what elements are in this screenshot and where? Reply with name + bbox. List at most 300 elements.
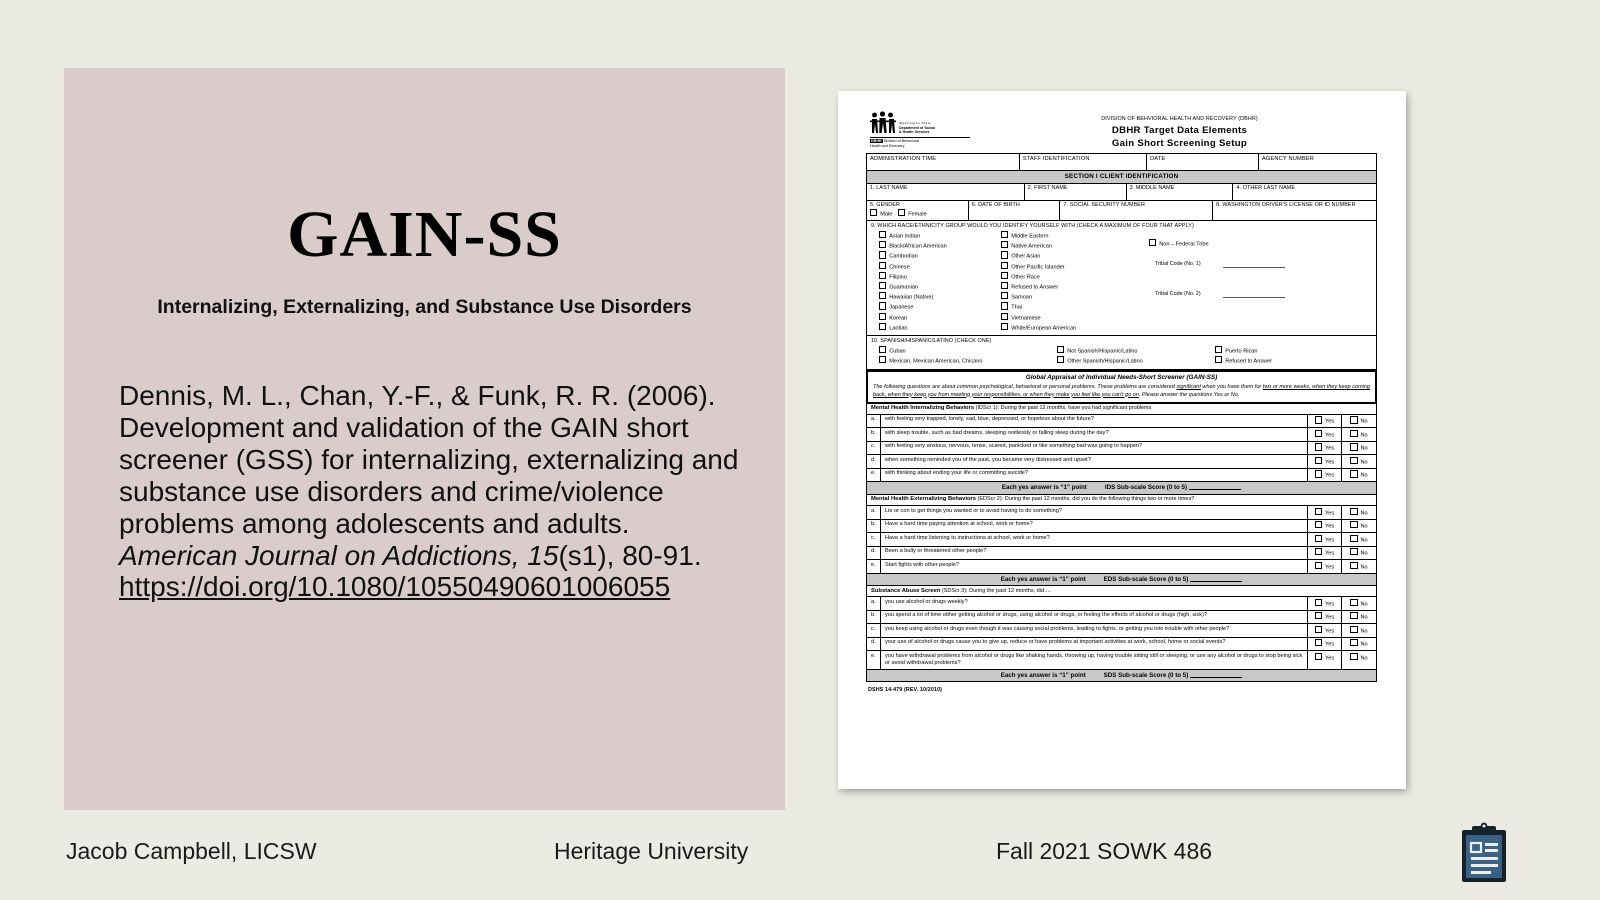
checkbox-white-european-american[interactable] <box>1001 323 1008 330</box>
sds-score-label: SDS Sub-scale Score (0 to 5) <box>1103 671 1189 679</box>
sds-header-rest: (SDScr 3): During the past 12 months, did…. <box>940 587 1052 594</box>
checkbox-filipino[interactable] <box>879 272 886 279</box>
yes-label: Yes <box>1325 564 1335 571</box>
checkbox-yes[interactable] <box>1315 548 1322 555</box>
row-letter: e. <box>867 651 881 669</box>
race-label: Laotian <box>889 325 908 332</box>
checkbox-no[interactable] <box>1350 535 1357 542</box>
answer-no-cell[interactable] <box>1342 442 1376 455</box>
table-row <box>866 547 1377 561</box>
eds-score-label: EDS Sub-scale Score (0 to 5) <box>1103 575 1189 583</box>
yes-label: Yes <box>1325 510 1335 517</box>
table-row <box>866 611 1377 625</box>
hispanic-option[interactable] <box>1215 356 1372 366</box>
checkbox-mexican[interactable] <box>879 356 886 363</box>
checkbox-no[interactable] <box>1350 508 1357 515</box>
answer-no-cell[interactable] <box>1342 547 1376 560</box>
field-drivers-license[interactable]: 8. WASHINGTON DRIVER'S LICENSE OR ID NUMBER <box>1216 202 1356 209</box>
answer-no-cell[interactable] <box>1342 469 1376 482</box>
race-option[interactable] <box>879 251 1001 261</box>
no-label: No <box>1360 655 1368 662</box>
answer-no-cell[interactable] <box>1342 455 1376 468</box>
answer-yes-cell[interactable] <box>1308 560 1342 573</box>
gain-instructions-emphasis-2: two or more weeks, when they keep coming back, when they keep you from meeting your responsibilities, or when they make you feel like you can't go on <box>873 384 1370 398</box>
sds-header-bold: Substance Abuse Screen <box>871 587 941 594</box>
answer-yes-cell[interactable] <box>1308 597 1342 610</box>
table-row <box>866 560 1377 574</box>
row-question: with thinking about ending your life or committing suicide? <box>881 469 1308 482</box>
ids-score-instruction: Each yes answer is “1” point <box>1001 484 1087 492</box>
logo-badge: DBHR <box>871 139 882 143</box>
checkbox-yes[interactable] <box>1315 508 1322 515</box>
checkbox-yes[interactable] <box>1315 470 1322 477</box>
race-label: Hawaiian (Native) <box>889 294 934 301</box>
checkbox-no[interactable] <box>1350 443 1357 450</box>
answer-no-cell[interactable] <box>1342 611 1376 624</box>
race-option[interactable] <box>879 323 1001 333</box>
checkbox-yes[interactable] <box>1315 416 1322 423</box>
hispanic-label: Not Spanish/Hispanic/Latino <box>1067 348 1138 355</box>
sds-score-input[interactable] <box>1190 676 1242 678</box>
sds-score-instruction: Each yes answer is “1” point <box>1000 671 1086 679</box>
row-question: with feeling very trapped, lonely, sad, blue, depressed, or hopeless about the future? <box>881 415 1308 428</box>
checkbox-hispanic-refused[interactable] <box>1215 356 1222 363</box>
checkbox-no[interactable] <box>1350 521 1357 528</box>
race-label: Thai <box>1011 305 1023 312</box>
field-staff-identification[interactable]: STAFF IDENTIFICATION <box>1020 154 1147 170</box>
checkbox-yes[interactable] <box>1315 443 1322 450</box>
checkbox-native-american[interactable] <box>1001 241 1008 248</box>
logo-line-4: Division of Behavioral <box>883 139 920 143</box>
race-label: Samoan <box>1011 294 1033 301</box>
row-letter: c. <box>867 533 881 546</box>
race-label: Other Pacific Islander <box>1011 264 1065 271</box>
ids-header-bold: Mental Health Internalizing Behaviors <box>871 405 975 412</box>
checkbox-korean[interactable] <box>879 313 886 320</box>
checkbox-cambodian[interactable] <box>879 251 886 258</box>
yes-label: Yes <box>1325 446 1335 453</box>
answer-yes-cell[interactable] <box>1308 455 1342 468</box>
logo-line-3: & Health Services <box>899 130 930 135</box>
field-gender[interactable] <box>867 201 969 221</box>
checkbox-other-race[interactable] <box>1001 272 1008 279</box>
yes-label: Yes <box>1325 432 1335 439</box>
checkbox-refused-to-answer[interactable] <box>1001 282 1008 289</box>
race-label: Other Race <box>1011 274 1040 281</box>
logo-line-5: Health and Recovery <box>870 143 905 148</box>
table-row <box>866 455 1377 469</box>
demographic-field-row <box>866 201 1377 222</box>
race-option[interactable] <box>1001 302 1141 312</box>
race-label: Black/African American <box>889 243 947 250</box>
yes-label: Yes <box>1325 655 1335 662</box>
row-question: you have withdrawal problems from alcohol or drugs like shaking hands, throwing up, having trouble sitting still or sleeping, or use any alcohol or drugs to stop being sick or avoid withdrawal problems? <box>881 651 1308 669</box>
no-label: No <box>1360 419 1368 426</box>
answer-yes-cell[interactable] <box>1308 520 1342 533</box>
answer-no-cell[interactable] <box>1342 506 1376 519</box>
no-label: No <box>1360 601 1368 608</box>
row-question: with feeling very anxious, nervous, tense, scared, panicked or like something bad was going to happen? <box>881 442 1308 455</box>
checkbox-yes[interactable] <box>1315 612 1322 619</box>
checkbox-no[interactable] <box>1350 653 1357 660</box>
footer-author: Jacob Campbell, LICSW <box>66 838 317 864</box>
row-letter: e. <box>867 560 881 573</box>
checkbox-yes[interactable] <box>1315 626 1322 633</box>
hispanic-option[interactable] <box>879 356 1057 366</box>
yes-label: Yes <box>1325 523 1335 530</box>
race-label: Korean <box>889 315 908 322</box>
sds-score-bar <box>866 670 1377 683</box>
field-middle-name[interactable]: 3. MIDDLE NAME <box>1127 184 1234 200</box>
checkbox-yes[interactable] <box>1315 562 1322 569</box>
checkbox-vietnamese[interactable] <box>1001 313 1008 320</box>
answer-yes-cell[interactable] <box>1308 533 1342 546</box>
checkbox-no[interactable] <box>1350 599 1357 606</box>
race-option[interactable] <box>879 262 1001 272</box>
answer-yes-cell[interactable] <box>1308 469 1342 482</box>
answer-no-cell[interactable] <box>1342 520 1376 533</box>
row-letter: a. <box>867 506 881 519</box>
answer-yes-cell[interactable] <box>1308 611 1342 624</box>
checkbox-yes[interactable] <box>1315 521 1322 528</box>
field-ssn[interactable]: 7. SOCIAL SECURITY NUMBER <box>1060 201 1213 221</box>
race-option[interactable] <box>879 302 1001 312</box>
race-option[interactable] <box>1001 313 1141 323</box>
form-title-block <box>982 111 1377 150</box>
race-option[interactable] <box>1001 231 1141 241</box>
checkbox-gender-male[interactable] <box>870 209 877 216</box>
checkbox-yes[interactable] <box>1315 430 1322 437</box>
race-option[interactable] <box>1001 251 1141 261</box>
checkbox-yes[interactable] <box>1315 599 1322 606</box>
citation-journal: American Journal on Addictions, 15 <box>119 539 559 571</box>
checkbox-no[interactable] <box>1350 612 1357 619</box>
gain-ss-instructions <box>873 384 1370 399</box>
eds-score-input[interactable] <box>1190 580 1242 582</box>
race-option[interactable] <box>879 292 1001 302</box>
hispanic-label: Mexican, Mexican American, Chicano <box>889 358 983 365</box>
no-label: No <box>1360 564 1368 571</box>
checkbox-guamanian[interactable] <box>879 282 886 289</box>
field-date-of-birth[interactable]: 6. DATE OF BIRTH <box>969 201 1061 221</box>
checkbox-samoan[interactable] <box>1001 292 1008 299</box>
gender-label: 5. GENDER <box>870 202 900 209</box>
answer-no-cell[interactable] <box>1342 560 1376 573</box>
eds-section-header <box>866 495 1377 506</box>
table-row <box>866 442 1377 456</box>
row-question: you keep using alcohol or drugs even though it was causing social problems, leading to fights, or getting you into trouble with other people? <box>881 624 1308 637</box>
checkbox-no[interactable] <box>1350 416 1357 423</box>
answer-yes-cell[interactable] <box>1308 651 1342 669</box>
answer-no-cell[interactable] <box>1342 533 1376 546</box>
race-option[interactable] <box>879 313 1001 323</box>
answer-yes-cell[interactable] <box>1308 415 1342 428</box>
no-label: No <box>1360 550 1368 557</box>
gain-instructions-part-2: when you have them for <box>1200 384 1263 391</box>
race-option[interactable] <box>879 272 1001 282</box>
checkbox-yes[interactable] <box>1315 639 1322 646</box>
dshs-logo-mark <box>870 111 896 135</box>
non-federal-tribe-label: Non – Federal Tribe <box>1159 241 1209 248</box>
race-prompt: 9. WHICH RACE/ETHNICITY GROUP WOULD YOU IDENTIFY YOURSELF WITH (CHECK A MAXIMUM OF FOUR THAT APPLY) <box>871 223 1194 230</box>
no-label: No <box>1360 614 1368 621</box>
row-question: you spend a lot of time either getting alcohol or drugs, using alcohol or drugs, or feeling the effects of alcohol or drugs (high, sick)? <box>881 611 1308 624</box>
logo-line-2: Department of Social <box>899 125 935 130</box>
no-label: No <box>1360 628 1368 635</box>
row-question: Been a bully or threatened other people? <box>881 547 1308 560</box>
eds-header-bold: Mental Health Externalizing Behaviors <box>871 496 977 503</box>
ids-section-header <box>866 404 1377 415</box>
gain-instructions-part-1: The following questions are about common psychological, behavioral or personal problems. These problems are considered <box>873 384 1177 391</box>
ids-header-rest: (IDScr 1): During the past 12 months, have you had significant problems <box>974 405 1152 412</box>
checkbox-puerto-rican[interactable] <box>1215 346 1222 353</box>
gain-ss-intro-box <box>866 370 1377 404</box>
yes-label: Yes <box>1325 628 1335 635</box>
answer-yes-cell[interactable] <box>1308 506 1342 519</box>
race-label: Cambodian <box>889 254 918 261</box>
citation-block <box>119 380 744 603</box>
race-option[interactable] <box>879 241 1001 251</box>
row-letter: b. <box>867 428 881 441</box>
hispanic-option[interactable] <box>1215 346 1372 356</box>
row-question: Lie or con to get things you wanted or to avoid having to do something? <box>881 506 1308 519</box>
race-label: White/European American <box>1011 325 1077 332</box>
checkbox-no[interactable] <box>1350 548 1357 555</box>
row-letter: c. <box>867 624 881 637</box>
checkbox-japanese[interactable] <box>879 302 886 309</box>
hispanic-option[interactable] <box>1057 356 1215 366</box>
form-sub-title: Gain Short Screening Setup <box>1111 138 1248 150</box>
page-title: GAIN-SS <box>287 198 562 271</box>
answer-no-cell[interactable] <box>1342 428 1376 441</box>
section-1-band: SECTION I CLIENT IDENTIFICATION <box>866 171 1377 184</box>
checkbox-hawaiian-native[interactable] <box>879 292 886 299</box>
row-letter: d. <box>867 638 881 651</box>
row-letter: a. <box>867 415 881 428</box>
no-label: No <box>1360 459 1368 466</box>
field-last-name[interactable]: 1. LAST NAME <box>867 184 1025 200</box>
answer-no-cell[interactable] <box>1342 597 1376 610</box>
checkbox-gender-female[interactable] <box>898 209 905 216</box>
row-question: Have a hard time listening to instructions at school, work or home? <box>881 533 1308 546</box>
table-row <box>866 469 1377 483</box>
checkbox-cuban[interactable] <box>879 346 886 353</box>
race-label: Refused to Answer <box>1011 284 1059 291</box>
hispanic-option[interactable] <box>879 346 1057 356</box>
tribal-code-1-input[interactable] <box>1223 267 1285 268</box>
hispanic-label: Cuban <box>889 348 906 355</box>
gain-instructions-part-3: . Please answer the questions Yes or No. <box>1138 391 1240 398</box>
checkbox-middle-eastern[interactable] <box>1001 231 1008 238</box>
hispanic-column-2 <box>1057 346 1215 366</box>
form-header <box>866 111 1377 153</box>
table-row <box>866 597 1377 611</box>
race-label: Native American <box>1011 243 1052 250</box>
page-subtitle: Internalizing, Externalizing, and Substance Use Disorders <box>157 296 692 318</box>
checkbox-no[interactable] <box>1350 457 1357 464</box>
tribal-code-1-label: Tribal Code (No. 1) <box>1155 261 1201 268</box>
race-option[interactable] <box>879 282 1001 292</box>
citation-issue: (s1), 80-91. <box>558 539 702 571</box>
checkbox-yes[interactable] <box>1315 457 1322 464</box>
row-letter: b. <box>867 611 881 624</box>
race-label: Chinese <box>889 264 910 271</box>
race-label: Other Asian <box>1011 254 1041 261</box>
hispanic-prompt: 10. SPANISH/HISPANIC/LATINO (CHECK ONE) <box>871 337 992 344</box>
ids-score-input[interactable] <box>1189 488 1241 490</box>
checkbox-not-hispanic[interactable] <box>1057 346 1064 353</box>
citation-doi-link[interactable]: https://doi.org/10.1080/10550490601006055 <box>119 571 671 603</box>
yes-label: Yes <box>1325 419 1335 426</box>
row-question: you use alcohol or drugs weekly? <box>881 597 1308 610</box>
yes-label: Yes <box>1325 473 1335 480</box>
footer-institution: Heritage University <box>554 838 749 864</box>
gender-option-male: Male <box>880 211 893 218</box>
no-label: No <box>1360 523 1368 530</box>
eds-header-rest: (EDScr 2): During the past 12 months, did you do the following things two or more times? <box>976 496 1195 503</box>
table-row <box>866 651 1377 670</box>
hispanic-label: Puerto Rican <box>1225 348 1258 355</box>
yes-label: Yes <box>1325 537 1335 544</box>
field-agency-number[interactable]: AGENCY NUMBER <box>1261 155 1314 162</box>
tribal-code-2-label: Tribal Code (No. 2) <box>1155 291 1201 298</box>
race-option[interactable] <box>879 231 1001 241</box>
race-label: Guamanian <box>889 284 919 291</box>
race-label: Japanese <box>889 305 914 312</box>
checkbox-yes[interactable] <box>1315 653 1322 660</box>
checkbox-no[interactable] <box>1350 626 1357 633</box>
row-letter: c. <box>867 442 881 455</box>
race-column-1 <box>879 231 1001 333</box>
hispanic-option[interactable] <box>1057 346 1215 356</box>
no-label: No <box>1360 641 1368 648</box>
row-question: Start fights with other people? <box>881 560 1308 573</box>
race-option[interactable] <box>1001 292 1141 302</box>
dshs-logo <box>866 111 982 149</box>
race-option[interactable] <box>1001 323 1141 333</box>
checkbox-black-african-american[interactable] <box>879 241 886 248</box>
yes-label: Yes <box>1325 601 1335 608</box>
field-first-name[interactable]: 2. FIRST NAME <box>1025 184 1127 200</box>
row-question: your use of alcohol or drugs cause you to give up, reduce or have problems at important activities at work, school, home or social events? <box>881 638 1308 651</box>
form-body <box>866 111 1377 694</box>
checkbox-thai[interactable] <box>1001 302 1008 309</box>
race-option[interactable] <box>1001 241 1141 251</box>
form-main-title: DBHR Target Data Elements <box>1111 125 1248 137</box>
race-option[interactable] <box>1001 262 1141 272</box>
answer-no-cell[interactable] <box>1342 638 1376 651</box>
table-row <box>866 624 1377 638</box>
checkbox-no[interactable] <box>1350 470 1357 477</box>
eds-score-instruction: Each yes answer is “1” point <box>1000 575 1086 583</box>
hispanic-label: Other Spanish/Hispanic/Latino <box>1067 358 1143 365</box>
checkbox-no[interactable] <box>1350 639 1357 646</box>
answer-yes-cell[interactable] <box>1308 547 1342 560</box>
ids-score-bar <box>866 482 1377 495</box>
checkbox-chinese[interactable] <box>879 262 886 269</box>
sds-section-header <box>866 586 1377 597</box>
checkbox-no[interactable] <box>1350 562 1357 569</box>
field-administration-time[interactable]: ADMINISTRATION TIME <box>867 154 1020 170</box>
admin-field-row <box>866 153 1377 171</box>
title-panel <box>64 68 785 810</box>
checkbox-yes[interactable] <box>1315 535 1322 542</box>
form-division-title: DIVISION OF BEHVIORAL HEALTH AND RECOVERY (DBHR) <box>1101 116 1258 122</box>
yes-label: Yes <box>1325 550 1335 557</box>
race-option[interactable] <box>1001 282 1141 292</box>
answer-yes-cell[interactable] <box>1308 428 1342 441</box>
race-label: Vietnamese <box>1011 315 1041 322</box>
table-row <box>866 415 1377 429</box>
hispanic-column-1 <box>879 346 1057 366</box>
clipboard-icon[interactable] <box>1458 822 1510 884</box>
answer-yes-cell[interactable] <box>1308 624 1342 637</box>
row-letter: d. <box>867 455 881 468</box>
name-field-row <box>866 184 1377 201</box>
race-label: Middle Eastern <box>1011 233 1049 240</box>
checkbox-other-pacific-islander[interactable] <box>1001 262 1008 269</box>
race-option[interactable] <box>1001 272 1141 282</box>
gain-ss-title: Global Appraisal of Individual Needs-Short Screener (GAIN-SS) <box>1025 374 1218 382</box>
checkbox-asian-indian[interactable] <box>879 231 886 238</box>
no-label: No <box>1360 537 1368 544</box>
hispanic-column-3 <box>1215 346 1372 366</box>
answer-yes-cell[interactable] <box>1308 638 1342 651</box>
table-row <box>866 428 1377 442</box>
answer-no-cell[interactable] <box>1342 415 1376 428</box>
tribal-code-2-input[interactable] <box>1223 297 1285 298</box>
footer-course: Fall 2021 SOWK 486 <box>996 838 1213 864</box>
no-label: No <box>1360 510 1368 517</box>
row-letter: b. <box>867 520 881 533</box>
race-column-2 <box>1001 231 1141 333</box>
checkbox-non-federal-tribe[interactable] <box>1149 239 1156 246</box>
gain-instructions-emphasis-1: significant <box>1176 384 1201 391</box>
field-other-last-name[interactable]: 4. OTHER LAST NAME <box>1236 185 1296 192</box>
hispanic-origin-section <box>866 336 1377 370</box>
non-federal-tribe-option[interactable] <box>1149 239 1209 249</box>
logo-line-1: Washington State <box>899 120 932 125</box>
field-date[interactable]: DATE <box>1147 154 1259 170</box>
table-row <box>866 638 1377 652</box>
checkbox-other-hispanic[interactable] <box>1057 356 1064 363</box>
row-letter: e. <box>867 469 881 482</box>
checkbox-laotian[interactable] <box>879 323 886 330</box>
hispanic-label: Refused to Answer <box>1225 358 1273 365</box>
answer-no-cell[interactable] <box>1342 624 1376 637</box>
no-label: No <box>1360 473 1368 480</box>
gender-option-female: Female <box>908 211 927 218</box>
tribal-column <box>1141 231 1372 333</box>
race-ethnicity-section <box>866 221 1377 335</box>
eds-score-bar <box>866 574 1377 587</box>
no-label: No <box>1360 446 1368 453</box>
checkbox-other-asian[interactable] <box>1001 251 1008 258</box>
row-question: with sleep trouble, such as bad dreams, sleeping restlessly or falling sleep during the day? <box>881 428 1308 441</box>
no-label: No <box>1360 432 1368 439</box>
yes-label: Yes <box>1325 614 1335 621</box>
checkbox-no[interactable] <box>1350 430 1357 437</box>
answer-yes-cell[interactable] <box>1308 442 1342 455</box>
answer-no-cell[interactable] <box>1342 651 1376 669</box>
table-row <box>866 533 1377 547</box>
citation-text: Dennis, M. L., Chan, Y.-F., & Funk, R. R. (2006). Development and validation of the GAIN short screener (GSS) for internalizing, externalizing and substance use disorders and crime/violence problems among adolescents and adults. <box>119 380 739 539</box>
row-question: Have a hard time paying attention at school, work or home? <box>881 520 1308 533</box>
table-row <box>866 506 1377 520</box>
yes-label: Yes <box>1325 459 1335 466</box>
row-question: when something reminded you of the past, you became very distressed and upset? <box>881 455 1308 468</box>
gain-ss-form-document <box>838 91 1406 789</box>
